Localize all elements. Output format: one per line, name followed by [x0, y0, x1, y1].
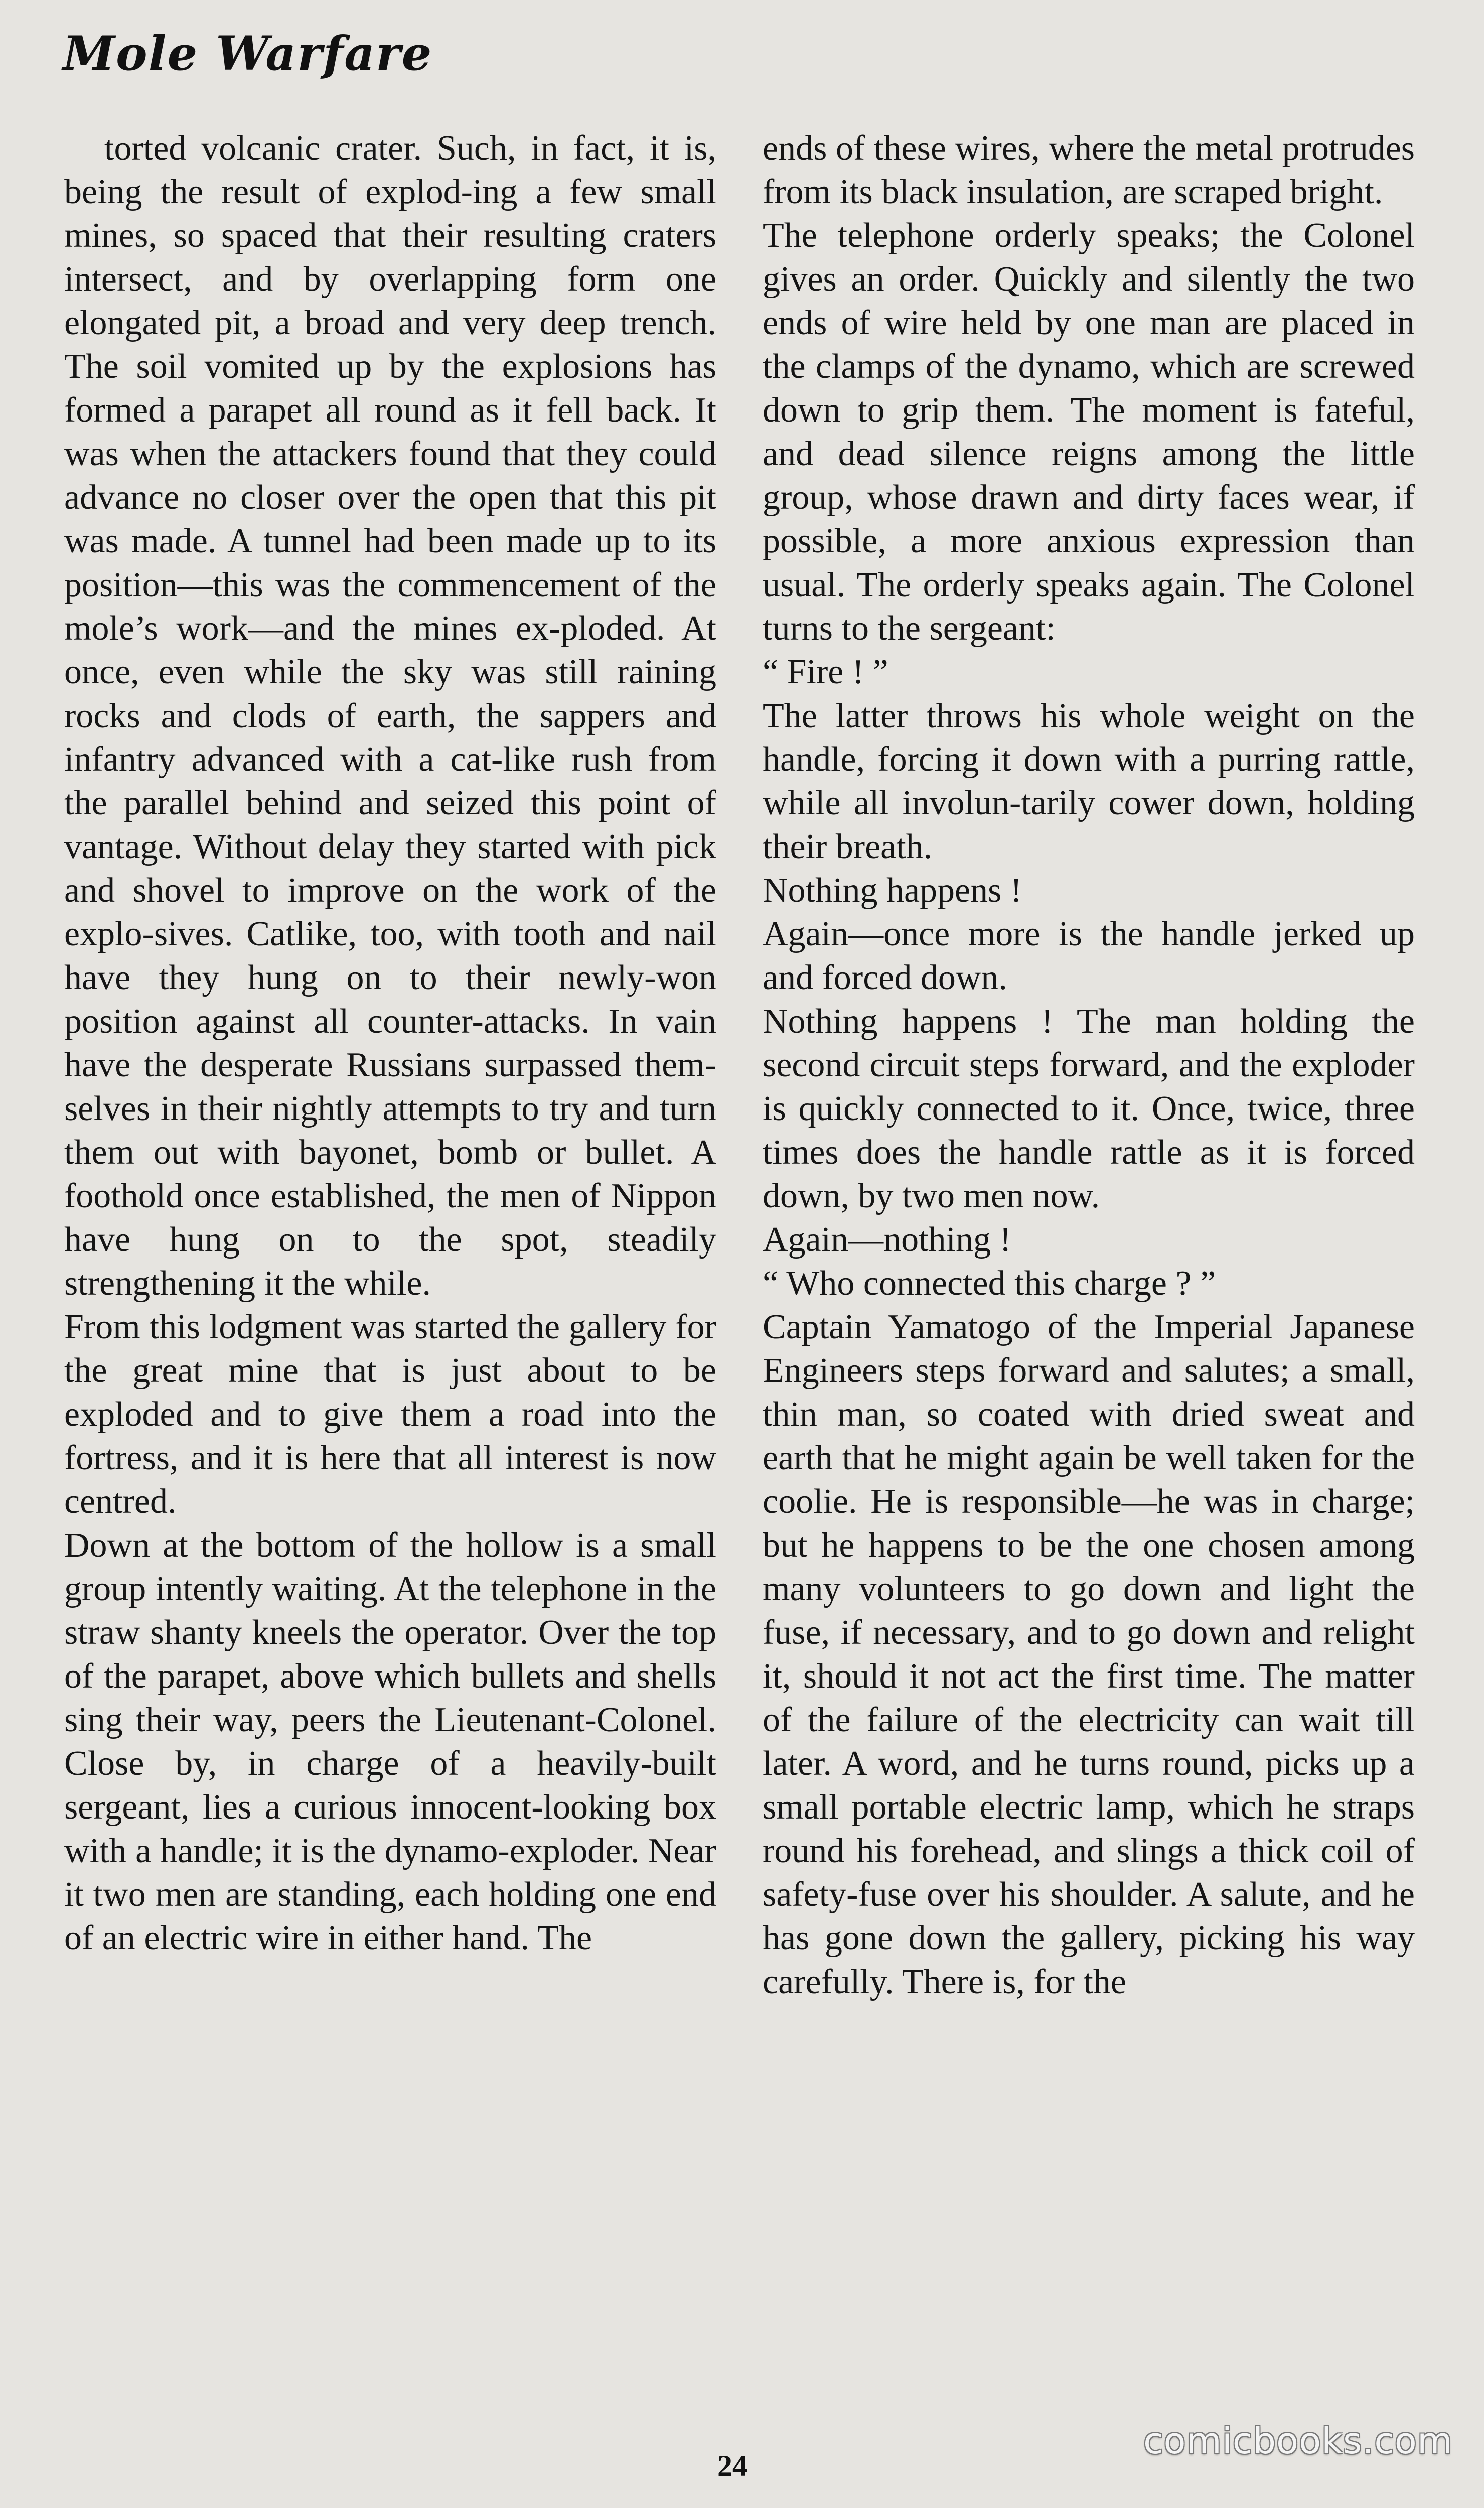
- left-column-text: torted volcanic crater. Such, in fact, it is, being the result of explod-ing a few small mines, so spaced that their resulting craters intersect, and by overlapping form one elongated pit, a broad and very deep trench. The soil vomited up by the explosions has formed a parapet all round as it fell back. It was when the attackers found that they could advance no closer over the open that this pit was made. A tunnel had been made up to its position—this was the commencement of the mole’s work—and the mines ex-ploded. At once, even while the sky was still raining rocks and clods of earth, the sappers and infantry advanced with a cat-like rush from the parallel behind and seized this point of vantage. Without delay they started with pick and shovel to improve on the work of the explo-sives. Catlike, too, with tooth and nail have they hung on to their newly-won position against all counter-attacks. In vain have the desperate Russians surpassed them-selves in their nightly attempts to try and turn them out with bayonet, bomb or bullet. A foothold once established, the men of Nippon have hung on to the spot, steadily strengthening it the while. From this lodgment was started the gallery for the great mine that is just about to be exploded and to give them a road into the fortress, and it is here that all interest is now centred. Down at the bottom of the hollow is a small group intently waiting. At the telephone in the straw shanty kneels the operator. Over the top of the parapet, above which bullets and shells sing their way, peers the Lieutenant-Colonel. Close by, in charge of a heavily-built sergeant, lies a curious innocent-looking box with a handle; it is the dynamo-exploder. Near it two men are standing, each holding one end of an electric wire in either hand. The: [64, 129, 716, 1958]
- page-number: 24: [717, 2449, 748, 2482]
- text-column-left: [64, 126, 716, 1960]
- watermark-logo: comicbooks.com: [1143, 2420, 1453, 2462]
- right-column-text: ends of these wires, where the metal protrudes from its black insulation, are scraped bright. The telephone orderly speaks; the Colonel gives an order. Quickly and silently the two ends of wire held by one man are placed in the clamps of the dynamo, which are screwed down to grip them. The moment is fateful, and dead silence reigns among the little group, whose drawn and dirty faces wear, if possible, a more anxious expression than usual. The orderly speaks again. The Colonel turns to the sergeant: “ Fire ! ” The latter throws his whole weight on the handle, forcing it down with a purring rattle, while all involun-tarily cower down, holding their breath. Nothing happens ! Again—once more is the handle jerked up and forced down. Nothing happens ! The man holding the second circuit steps forward, and the exploder is quickly connected to it. Once, twice, three times does the handle rattle as it is forced down, by two men now. Again—nothing ! “ Who connected this charge ? ” Captain Yamatogo of the Imperial Japanese Engineers steps forward and salutes; a small, thin man, so coated with dried sweat and earth that he might again be well taken for the coolie. He is responsible—he was in charge; but he happens to be the one chosen among many volunteers to go down and light the fuse, if necessary, and to go down and relight it, should it not act the first time. The matter of the failure of the electricity can wait till later. A word, and he turns round, picks up a small portable electric lamp, which he straps round his forehead, and slings a thick coil of safety-fuse over his shoulder. A salute, and he has gone down the gallery, picking his way carefully. There is, for the: [763, 129, 1415, 2001]
- text-column-right: [763, 126, 1415, 2004]
- page-title: Mole Warfare: [63, 26, 433, 81]
